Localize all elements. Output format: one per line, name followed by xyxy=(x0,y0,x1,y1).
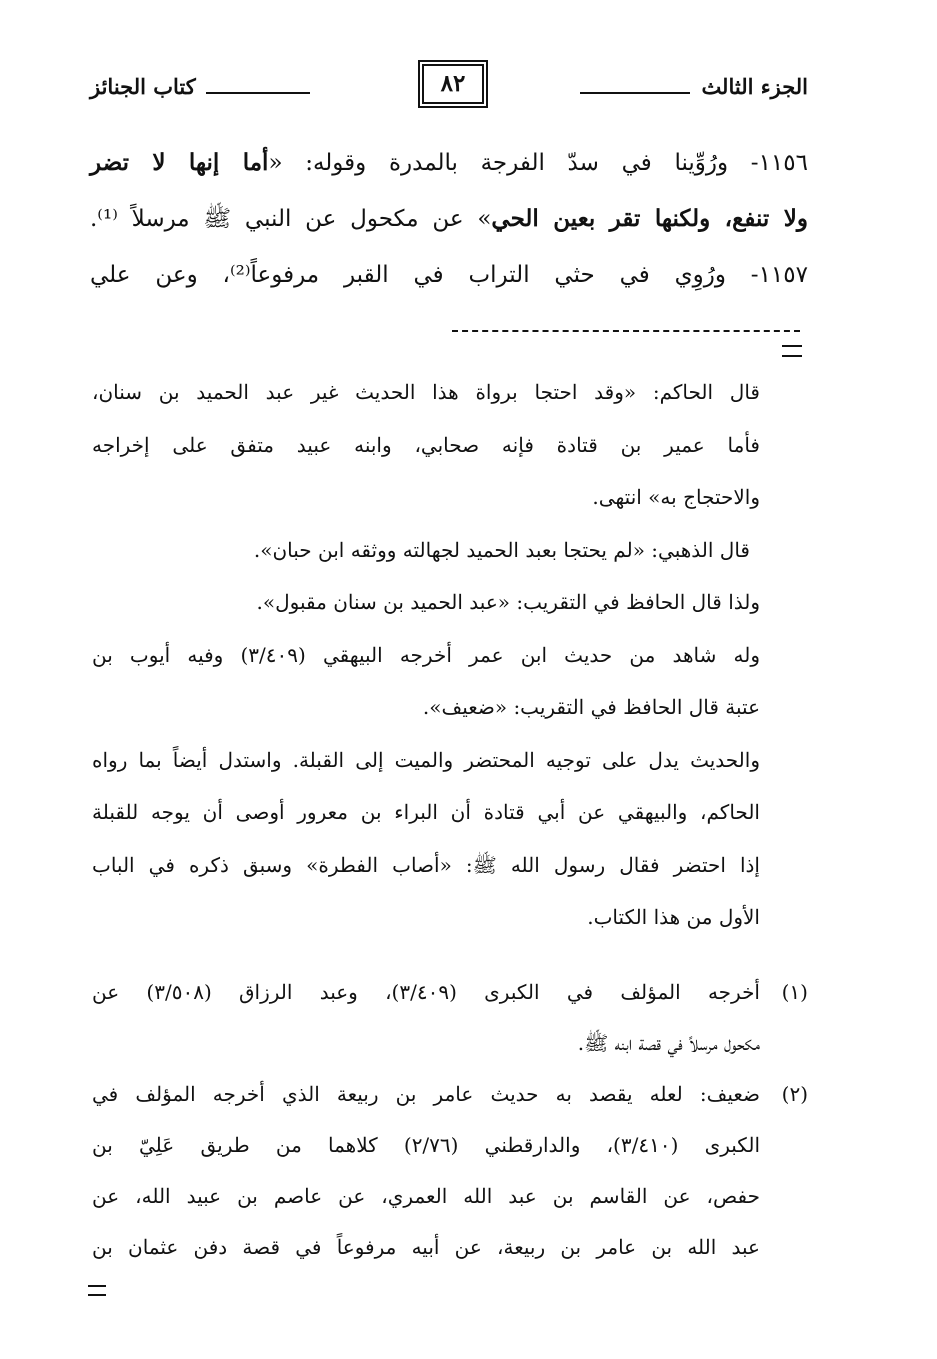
footnote-2-line: الكبرى (٣/٤١٠)، والدارقطني (٢/٧٦) كلاهما من طريق عَلِيّ بن xyxy=(92,1133,760,1157)
quoted-bold-text: ولا تنفع، ولكنها تقر بعين الحي xyxy=(491,205,809,232)
main-text xyxy=(90,135,808,303)
note-line: والحديث يدل على توجيه المحتضر والميت إلى القبلة. واستدل أيضاً بما رواه xyxy=(92,747,760,772)
note-line: عتبة قال الحافظ في التقريب: «ضعيف». xyxy=(422,695,760,719)
quoted-bold-text: أما إنها لا تضر xyxy=(90,149,269,176)
footnote-marker: (٢) xyxy=(781,1082,808,1106)
header-rule-right xyxy=(580,92,690,94)
page-header xyxy=(90,62,808,112)
main-line xyxy=(90,247,808,303)
footnote-2-line: عبد الله بن عامر بن ربيعة، عن أبيه مرفوعاً في قصة دفن عثمان بن xyxy=(92,1235,760,1259)
footnote-1-line xyxy=(92,967,808,1018)
continuation-mark xyxy=(88,1285,106,1296)
note-line: الأول من هذا الكتاب. xyxy=(587,905,760,929)
note-line: فأما عمير بن قتادة فإنه صحابي، وابنه عبيد متفق على إخراجه xyxy=(92,432,760,457)
main-text-segment: ١١٥٦- ورُوِّينا في سدّ الفرجة بالمدرة وقوله: « xyxy=(268,150,808,176)
note-line: ولذا قال الحافظ في التقريب: «عبد الحميد بن سنان مقبول». xyxy=(256,590,760,614)
header-rule-left xyxy=(206,92,310,94)
footnote-text: ضعيف: لعله يقصد به حديث عامر بن ربيعة الذي أخرجه المؤلف في xyxy=(92,1082,760,1106)
footnote-2-line: حفص، عن القاسم بن عبد الله العمري، عن عاصم بن عبيد الله، عن xyxy=(92,1184,760,1208)
footnote-2-line xyxy=(92,1069,808,1120)
note-line: الحاكم، والبيهقي عن أبي قتادة أن البراء بن معرور أوصى أن يوجه للقبلة xyxy=(92,800,760,824)
note-line: والاحتجاج به» انتهى. xyxy=(592,485,760,509)
footnote-1-line: مكحول مرسلاً في قصة ابنه ﷺ. xyxy=(577,1031,760,1055)
header-book-title: كتاب الجنائز xyxy=(90,74,196,99)
commentary-notes xyxy=(92,366,760,944)
note-line: قال الحاكم: «وقد احتجا برواة هذا الحديث غير عبد الحميد بن سنان، xyxy=(92,380,760,404)
note-line: وله شاهد من حديث ابن عمر أخرجه البيهقي (٣/٤٠٩) وفيه أيوب بن xyxy=(92,642,760,667)
note-line: قال الذهبي: «لم يحتجا بعبد الحميد لجهالته ووثقه ابن حبان». xyxy=(253,537,750,562)
main-text-segment: » عن مكحول عن النبي ﷺ مرسلاً ⁽¹⁾. xyxy=(90,206,492,232)
header-part: الجزء الثالث xyxy=(701,74,808,99)
main-text-segment: ١١٥٧- ورُوِي في حثي التراب في القبر مرفوعاً⁽²⁾، وعن علي xyxy=(90,262,808,288)
footnote-text: أخرجه المؤلف في الكبرى (٣/٤٠٩)، وعبد الرزاق (٣/٥٠٨) عن xyxy=(92,980,760,1004)
footnote-marker: (١) xyxy=(781,980,808,1004)
main-line xyxy=(90,135,808,191)
note-line: إذا احتضر فقال رسول الله ﷺ: «أصاب الفطرة» وسبق ذكره في الباب xyxy=(92,852,760,877)
footnotes xyxy=(92,967,808,1273)
main-line xyxy=(90,191,808,247)
page-number: ٨٢ xyxy=(422,64,484,104)
continuation-mark xyxy=(782,345,802,357)
footnote-separator xyxy=(452,330,800,332)
